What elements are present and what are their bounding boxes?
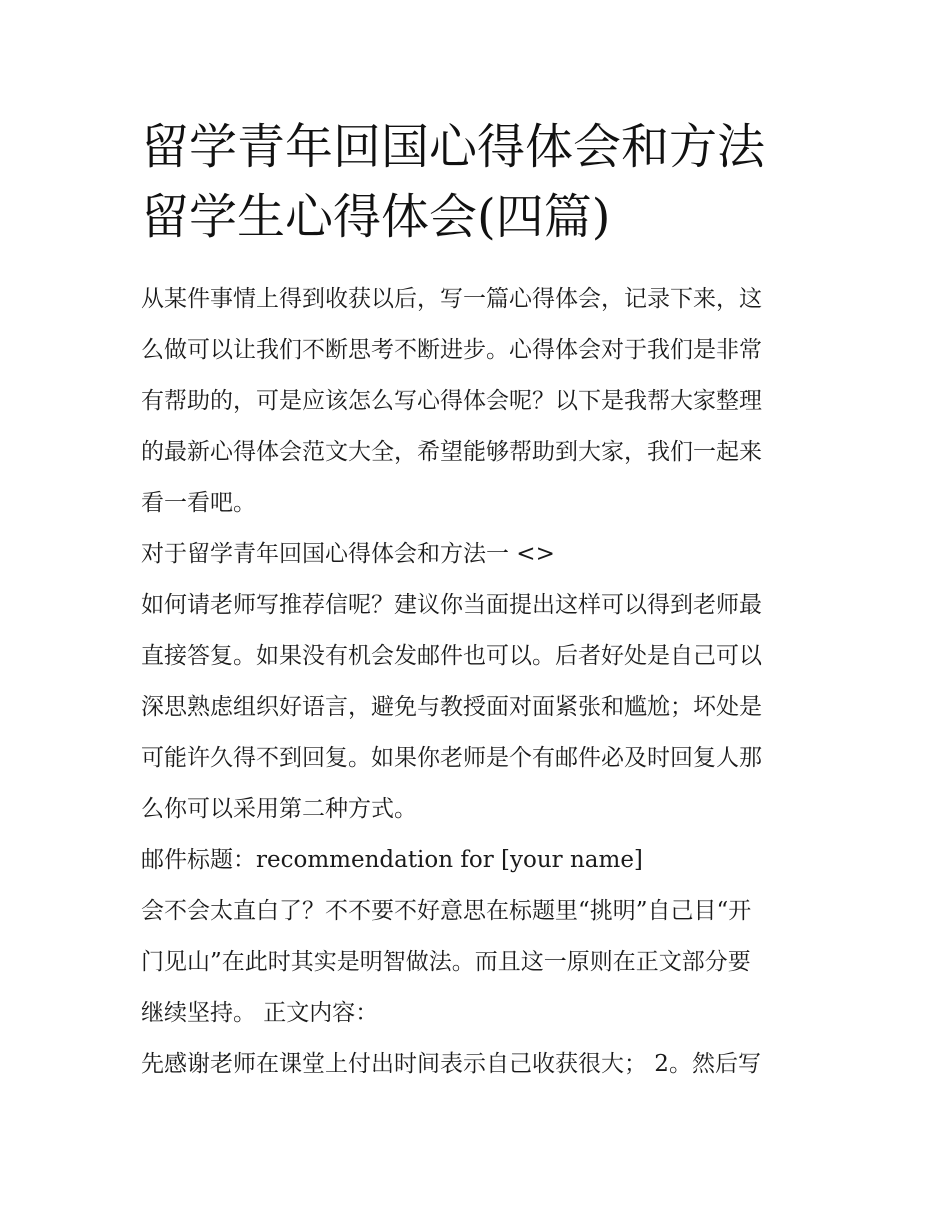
text-line: 的最新心得体会范文大全，希望能够帮助到大家，我们一起来 [141, 439, 762, 465]
text-line: 先感谢老师在课堂上付出时间表示自己收获很大； 2。然后写 [141, 1051, 761, 1077]
body-paragraph [141, 886, 813, 1039]
text-line: 么做可以让我们不断思考不断进步。心得体会对于我们是非常 [141, 337, 762, 363]
section-heading [141, 529, 813, 580]
text-line: 邮件标题：recommendation for [your name] [141, 847, 643, 873]
body-paragraph [141, 580, 813, 835]
text-line: 有帮助的，可是应该怎么写心得体会呢？以下是我帮大家整理 [141, 388, 762, 414]
text-line: 么你可以采用第二种方式。 [141, 796, 417, 822]
title-line: 留学青年回国心得体会和方法 [141, 119, 766, 175]
text-line: 门见山”在此时其实是明智做法。而且这一原则在正文部分要 [141, 949, 751, 975]
body-paragraph [141, 1039, 813, 1090]
text-line: 看一看吧。 [141, 490, 256, 516]
text-line: 对于留学青年回国心得体会和方法一 <> [141, 541, 555, 567]
email-subject-line [141, 835, 813, 886]
text-line: 会不会太直白了？不不要不好意思在标题里“挑明”自己目“开 [141, 898, 752, 924]
text-line: 从某件事情上得到收获以后，写一篇心得体会，记录下来，这 [141, 286, 762, 312]
intro-paragraph [141, 274, 813, 529]
title-line: 留学生心得体会(四篇) [141, 189, 611, 245]
text-line: 可能许久得不到回复。如果你老师是个有邮件必及时回复人那 [141, 745, 762, 771]
text-line: 如何请老师写推荐信呢？建议你当面提出这样可以得到老师最 [141, 592, 762, 618]
text-line: 继续坚持。 正文内容： [141, 1000, 379, 1026]
document-title [141, 112, 813, 252]
text-line: 深思熟虑组织好语言，避免与教授面对面紧张和尴尬；坏处是 [141, 694, 762, 720]
document-content [141, 112, 813, 1090]
text-line: 直接答复。如果没有机会发邮件也可以。后者好处是自己可以 [141, 643, 762, 669]
